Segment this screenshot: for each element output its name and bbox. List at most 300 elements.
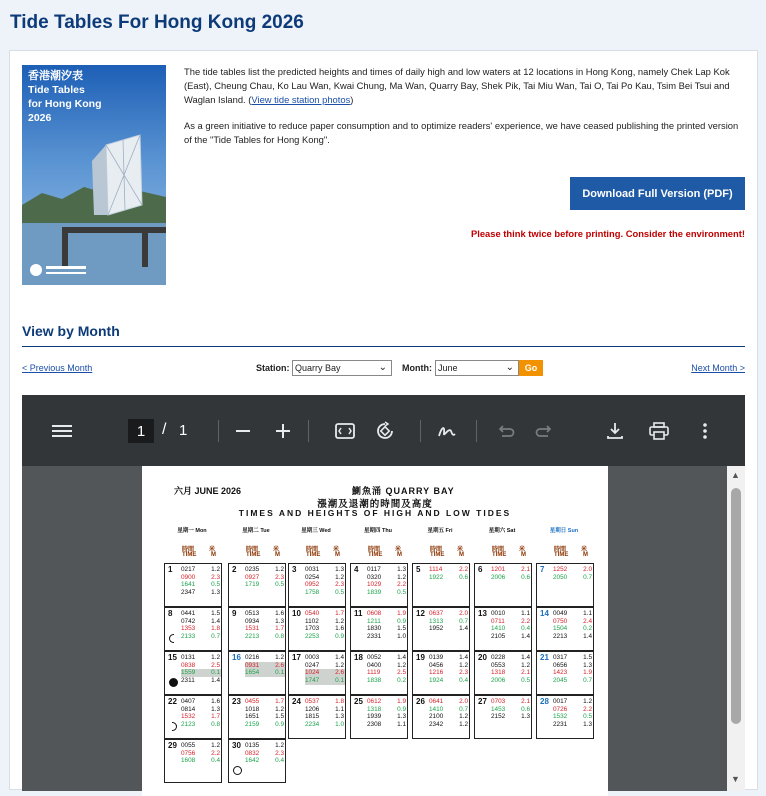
tide-height: 2.2 <box>211 749 220 757</box>
day-cell <box>536 695 594 739</box>
tide-entry <box>181 750 221 758</box>
view-by-month-heading: View by Month <box>22 323 120 339</box>
tide-entry <box>305 677 345 685</box>
download-pdf-button[interactable]: Download Full Version (PDF) <box>570 177 745 210</box>
tide-height: 1.2 <box>583 698 592 705</box>
tide-entry <box>181 574 221 582</box>
tide-height: 1.4 <box>211 617 220 625</box>
tide-time: 0612 <box>367 698 382 705</box>
day-cell <box>350 695 408 739</box>
pdf-scrollbar[interactable] <box>727 466 745 791</box>
tide-entry <box>367 610 407 618</box>
tide-time: 1532 <box>553 713 568 721</box>
column-header: M <box>521 552 526 558</box>
column-header: M <box>583 552 588 558</box>
tide-height: 1.3 <box>211 589 220 597</box>
day-cell <box>288 563 346 607</box>
page-separator: / <box>162 421 167 438</box>
tide-time: 1719 <box>245 581 260 589</box>
previous-month-link[interactable]: < Previous Month <box>22 363 93 373</box>
tide-time: 0049 <box>553 610 568 617</box>
tide-height: 1.2 <box>335 573 344 581</box>
tide-height: 2.0 <box>583 566 592 573</box>
more-options-icon[interactable] <box>694 420 716 442</box>
tide-time: 0135 <box>245 742 260 749</box>
day-cell <box>164 695 222 739</box>
tide-time: 0931 <box>245 661 260 669</box>
tide-entry <box>245 742 285 750</box>
tide-entry <box>553 706 593 714</box>
tide-time: 0513 <box>245 610 260 617</box>
tide-height: 1.2 <box>459 713 468 721</box>
tide-entry <box>491 677 531 685</box>
tide-entry <box>181 698 221 706</box>
menu-icon[interactable] <box>51 420 73 442</box>
day-number: 10 <box>292 609 301 618</box>
tide-height: 2.6 <box>335 669 344 677</box>
rotate-icon[interactable] <box>374 420 396 442</box>
tide-entry <box>553 566 593 574</box>
tide-entry <box>553 662 593 670</box>
day-cell <box>164 739 222 783</box>
moon-phase-icon <box>233 766 242 775</box>
day-number: 4 <box>354 565 359 574</box>
tide-height: 1.2 <box>211 654 220 661</box>
weekday-label: 星期四 Thu <box>363 528 393 534</box>
tide-entry <box>491 698 531 706</box>
divider <box>22 346 745 347</box>
tide-height: 1.3 <box>275 617 284 625</box>
day-number: 23 <box>232 697 241 706</box>
tide-time: 1318 <box>367 705 382 713</box>
column-header: M <box>275 552 280 558</box>
tide-height: 1.4 <box>583 633 592 641</box>
tide-time: 2123 <box>181 721 196 729</box>
tide-time: 0927 <box>245 573 260 581</box>
tide-height: 0.5 <box>335 589 344 597</box>
day-cell <box>536 607 594 651</box>
toolbar-separator <box>420 420 421 442</box>
intro-paragraph-1: The tide tables list the predicted heights and times of daily high and low waters at 12 locations in Hong Kong, namely Chek Lap Kok (East), Cheung Chau, Ko Lau Wan, Kwai Chung, Ma Wan, Quarry Bay, Shek Pik, Tai Miu Wan, Tai O, Tai Po Kau, Tsim Bei Tsui and Waglan Island. (View tide station photos) <box>184 66 730 105</box>
tide-entry <box>367 706 407 714</box>
tide-time: 2347 <box>181 589 196 597</box>
column-header: 時間 <box>182 547 195 553</box>
tide-height: 2.1 <box>521 698 530 705</box>
tide-time: 2213 <box>553 633 568 641</box>
tide-entry <box>245 654 285 662</box>
page-total: 1 <box>179 422 188 439</box>
tide-entry <box>429 706 469 714</box>
column-header: 米 <box>273 547 280 553</box>
day-number: 15 <box>168 653 177 662</box>
tide-entry <box>245 698 285 706</box>
tide-entry <box>429 662 469 670</box>
tide-height: 1.5 <box>397 625 406 633</box>
tide-height: 1.3 <box>335 713 344 721</box>
tide-time: 2231 <box>553 721 568 729</box>
tide-entry <box>305 610 345 618</box>
tide-time: 0641 <box>429 698 444 705</box>
tide-time: 1313 <box>429 617 444 625</box>
toolbar-separator <box>218 420 219 442</box>
column-header: TIME <box>182 552 197 558</box>
weekday-label: 星期日 Sun <box>549 528 579 534</box>
tide-time: 0608 <box>367 610 382 617</box>
day-cell <box>164 651 222 695</box>
tide-time: 1747 <box>305 677 320 685</box>
tide-entry <box>245 706 285 714</box>
day-cell <box>288 695 346 739</box>
tide-entry <box>181 669 221 677</box>
tide-height: 2.0 <box>459 698 468 705</box>
pdf-month-label: 六月 JUNE 2026 <box>174 486 242 496</box>
tide-entry <box>245 581 285 589</box>
tide-height: 2.1 <box>521 566 530 573</box>
day-number: 19 <box>416 653 425 662</box>
tide-time: 1423 <box>553 669 568 677</box>
tide-entry <box>367 677 407 685</box>
tide-tables-cover-image <box>22 65 166 285</box>
annotate-icon[interactable] <box>436 420 458 442</box>
tide-entry <box>367 625 407 633</box>
tide-entry <box>305 654 345 662</box>
tide-height: 1.3 <box>521 713 530 721</box>
tide-height: 1.4 <box>521 654 530 661</box>
tide-entry <box>305 618 345 626</box>
tide-entry <box>305 589 345 597</box>
tide-height: 1.3 <box>397 713 406 721</box>
tide-time: 1024 <box>305 669 320 677</box>
tide-time: 0010 <box>491 610 506 617</box>
weekday-label: 星期二 Tue <box>242 528 270 534</box>
tide-entry <box>429 625 469 633</box>
tide-height: 0.9 <box>275 721 284 729</box>
tide-entry <box>305 698 345 706</box>
tide-height: 1.2 <box>335 661 344 669</box>
column-header: M <box>335 552 340 558</box>
tide-height: 1.1 <box>397 721 406 729</box>
tide-height: 0.2 <box>397 677 406 685</box>
station-select[interactable] <box>292 360 392 376</box>
page-number-input[interactable]: 1 <box>128 419 154 443</box>
day-cell <box>350 651 408 695</box>
tide-time: 2159 <box>245 721 260 729</box>
month-select[interactable] <box>435 360 519 376</box>
tide-time: 0235 <box>245 566 260 573</box>
tide-entry <box>367 721 407 729</box>
weekday-label: 星期三 Wed <box>301 528 331 534</box>
tide-station-photos-link[interactable]: View tide station photos <box>251 94 351 105</box>
tide-entry <box>245 750 285 758</box>
tide-height: 2.5 <box>211 661 220 669</box>
tide-time: 0952 <box>305 581 320 589</box>
print-icon[interactable] <box>648 420 670 442</box>
day-number: 9 <box>232 609 237 618</box>
day-number: 21 <box>540 653 549 662</box>
day-number: 20 <box>478 653 487 662</box>
day-cell <box>288 607 346 651</box>
column-header: M <box>211 552 216 558</box>
go-button[interactable]: Go <box>519 360 543 376</box>
tide-height: 1.2 <box>397 573 406 581</box>
tide-time: 2213 <box>245 633 260 641</box>
tide-height: 1.5 <box>275 713 284 721</box>
toolbar-separator <box>476 420 477 442</box>
tide-height: 1.7 <box>211 713 220 721</box>
zoom-out-icon[interactable] <box>232 420 254 442</box>
day-number: 29 <box>168 741 177 750</box>
tide-time: 1201 <box>491 566 506 573</box>
tide-height: 2.6 <box>275 661 284 669</box>
tide-entry <box>245 618 285 626</box>
tide-entry <box>491 662 531 670</box>
tide-entry <box>429 574 469 582</box>
tide-height: 1.2 <box>335 617 344 625</box>
tide-time: 0711 <box>491 617 505 625</box>
tide-height: 0.5 <box>397 589 406 597</box>
day-cell <box>228 651 286 695</box>
tide-height: 2.0 <box>459 610 468 617</box>
day-number: 3 <box>292 565 297 574</box>
tide-height: 1.9 <box>583 669 592 677</box>
download-icon[interactable] <box>604 420 626 442</box>
tide-height: 1.1 <box>583 610 592 617</box>
day-number: 14 <box>540 609 549 618</box>
tide-height: 1.3 <box>211 705 220 713</box>
tide-height: 0.5 <box>275 581 284 589</box>
tide-height: 1.7 <box>275 698 284 705</box>
tide-time: 2331 <box>367 633 382 641</box>
zoom-in-icon[interactable] <box>272 420 294 442</box>
tide-height: 0.5 <box>521 677 530 685</box>
tide-entry <box>245 669 285 677</box>
tide-height: 1.2 <box>275 705 284 713</box>
tide-entry <box>305 662 345 670</box>
tide-height: 0.4 <box>211 757 220 765</box>
day-number: 11 <box>354 609 363 618</box>
intro-paragraph-1-text: The tide tables list the predicted heights and times of daily high and low waters at 12 locations in Hong Kong, namely Chek Lap Kok (East), Cheung Chau, Ko Lau Wan, Kwai Chung, Ma Wan, Quarry Bay, Shek Pik, Tai Miu Wan, Tai O, Tai Po Kau, Tsim Bei Tsui and Waglan Island. <box>184 66 730 105</box>
day-number: 1 <box>168 565 173 574</box>
tide-height: 2.2 <box>397 581 406 589</box>
tide-entry <box>181 757 221 765</box>
day-number: 22 <box>168 697 177 706</box>
day-cell <box>536 563 594 607</box>
tide-height: 1.9 <box>397 698 406 705</box>
day-number: 25 <box>354 697 363 706</box>
column-header: 米 <box>333 547 340 553</box>
month-label: Month: <box>402 363 432 373</box>
day-number: 7 <box>540 565 545 574</box>
tide-time: 2006 <box>491 573 506 581</box>
column-header: 米 <box>581 547 588 553</box>
tide-height: 0.7 <box>459 705 468 713</box>
tide-entry <box>367 566 407 574</box>
tide-time: 1952 <box>429 625 444 633</box>
page-title: Tide Tables For Hong Kong 2026 <box>10 12 304 33</box>
tide-entry <box>429 698 469 706</box>
day-cell <box>288 651 346 695</box>
tide-time: 1216 <box>429 669 444 677</box>
tide-time: 1102 <box>305 617 319 625</box>
tide-time: 2234 <box>305 721 320 729</box>
fit-page-icon[interactable] <box>334 420 356 442</box>
tide-entry <box>367 574 407 582</box>
tide-height: 1.4 <box>397 654 406 661</box>
tide-time: 0216 <box>245 654 260 661</box>
tide-height: 1.1 <box>335 705 344 713</box>
month-navigation <box>22 360 745 378</box>
tide-entry <box>367 713 407 721</box>
tide-entry <box>491 706 531 714</box>
day-number: 28 <box>540 697 549 706</box>
tide-height: 2.2 <box>459 566 468 573</box>
tide-height: 1.0 <box>397 633 406 641</box>
tide-entry <box>553 698 593 706</box>
toolbar-separator <box>308 420 309 442</box>
tide-entry <box>491 618 531 626</box>
day-cell <box>228 607 286 651</box>
column-header: 米 <box>209 547 216 553</box>
pdf-page <box>142 466 608 796</box>
tide-time: 0553 <box>491 661 506 669</box>
scroll-thumb[interactable] <box>731 488 741 724</box>
day-cell <box>164 607 222 651</box>
tide-height: 0.5 <box>583 713 592 721</box>
tide-height: 0.5 <box>211 581 220 589</box>
tide-time: 1922 <box>429 573 444 581</box>
tide-time: 1703 <box>305 625 320 633</box>
tide-entry <box>491 669 531 677</box>
tide-time: 2100 <box>429 713 444 721</box>
tide-time: 1654 <box>245 669 260 677</box>
tide-entry <box>367 669 407 677</box>
tide-height: 0.4 <box>521 625 530 633</box>
tide-time: 1353 <box>181 625 196 633</box>
redo-icon[interactable] <box>534 420 556 442</box>
tide-entry <box>429 610 469 618</box>
tide-height: 1.6 <box>211 698 220 705</box>
tide-entry <box>181 566 221 574</box>
tide-time: 0456 <box>429 661 444 669</box>
tide-height: 1.3 <box>335 566 344 573</box>
column-header: 時間 <box>246 547 259 553</box>
undo-icon[interactable] <box>494 420 516 442</box>
tide-height: 1.7 <box>335 610 344 617</box>
moon-phase-icon <box>172 722 177 731</box>
tide-time: 0832 <box>245 749 260 757</box>
tide-entry <box>305 721 345 729</box>
tide-time: 0055 <box>181 742 196 749</box>
day-number: 16 <box>232 653 241 662</box>
tide-height: 1.4 <box>211 677 220 685</box>
tide-entry <box>491 713 531 721</box>
tide-height: 0.7 <box>583 573 592 581</box>
column-header: M <box>459 552 464 558</box>
scroll-down-icon[interactable]: ▼ <box>731 774 740 784</box>
cover-year: 2026 <box>28 112 52 124</box>
tide-entry <box>181 581 221 589</box>
tide-height: 1.2 <box>397 661 406 669</box>
tide-entry <box>245 721 285 729</box>
tide-time: 0656 <box>553 661 568 669</box>
day-cell <box>474 563 532 607</box>
tide-height: 1.6 <box>335 625 344 633</box>
tide-height: 1.9 <box>397 610 406 617</box>
cover-title-zh: 香港潮汐表 <box>28 69 83 82</box>
tide-time: 1838 <box>367 677 382 685</box>
column-header: M <box>397 552 402 558</box>
day-number: 12 <box>416 609 425 618</box>
tide-height: 2.4 <box>583 617 592 625</box>
column-header: 米 <box>457 547 464 553</box>
tide-entry <box>245 566 285 574</box>
tide-time: 0838 <box>181 661 196 669</box>
tide-entry <box>367 618 407 626</box>
tide-entry <box>181 654 221 662</box>
tide-time: 1651 <box>245 713 260 721</box>
day-number: 18 <box>354 653 363 662</box>
tide-time: 1410 <box>491 625 506 633</box>
cover-title-en-line1: Tide Tables <box>28 84 85 96</box>
tide-height: 2.3 <box>275 749 284 757</box>
tide-time: 0017 <box>553 698 568 705</box>
tide-entry <box>553 677 593 685</box>
column-header: TIME <box>430 552 445 558</box>
tide-time: 1839 <box>367 589 382 597</box>
column-header: 時間 <box>492 547 505 553</box>
tide-entry <box>491 625 531 633</box>
tide-time: 1504 <box>553 625 568 633</box>
day-number: 8 <box>168 609 173 618</box>
tide-time: 1830 <box>367 625 382 633</box>
pdf-title-en: TIMES AND HEIGHTS OF HIGH AND LOW TIDES <box>238 508 512 518</box>
tide-entry <box>491 610 531 618</box>
tide-entry <box>181 662 221 670</box>
tide-height: 1.4 <box>459 625 468 633</box>
tide-time: 1758 <box>305 589 320 597</box>
column-header: 時間 <box>430 547 443 553</box>
tide-height: 2.5 <box>397 669 406 677</box>
tide-height: 1.4 <box>335 654 344 661</box>
tide-entry <box>181 742 221 750</box>
tide-height: 0.9 <box>335 633 344 641</box>
tide-time: 0537 <box>305 698 320 705</box>
tide-time: 0052 <box>367 654 382 661</box>
tide-time: 1453 <box>491 705 506 713</box>
tide-time: 0703 <box>491 698 506 705</box>
tide-entry <box>305 625 345 633</box>
tide-entry <box>553 633 593 641</box>
tide-time: 1559 <box>181 669 196 677</box>
next-month-link[interactable]: Next Month > <box>691 363 745 373</box>
tide-height: 0.9 <box>397 617 406 625</box>
tide-time: 1029 <box>367 581 382 589</box>
scroll-up-icon[interactable]: ▲ <box>731 470 740 480</box>
tide-entry <box>305 574 345 582</box>
tide-height: 1.8 <box>335 698 344 705</box>
day-cell <box>412 563 470 607</box>
tide-time: 2006 <box>491 677 506 685</box>
tide-height: 1.1 <box>521 610 530 617</box>
tide-entry <box>305 581 345 589</box>
tide-entry <box>181 625 221 633</box>
tide-time: 0756 <box>181 749 196 757</box>
tide-time: 1815 <box>305 713 320 721</box>
tide-time: 0441 <box>181 610 196 617</box>
tide-entry <box>367 662 407 670</box>
tide-time: 1206 <box>305 705 320 713</box>
tide-entry <box>305 633 345 641</box>
